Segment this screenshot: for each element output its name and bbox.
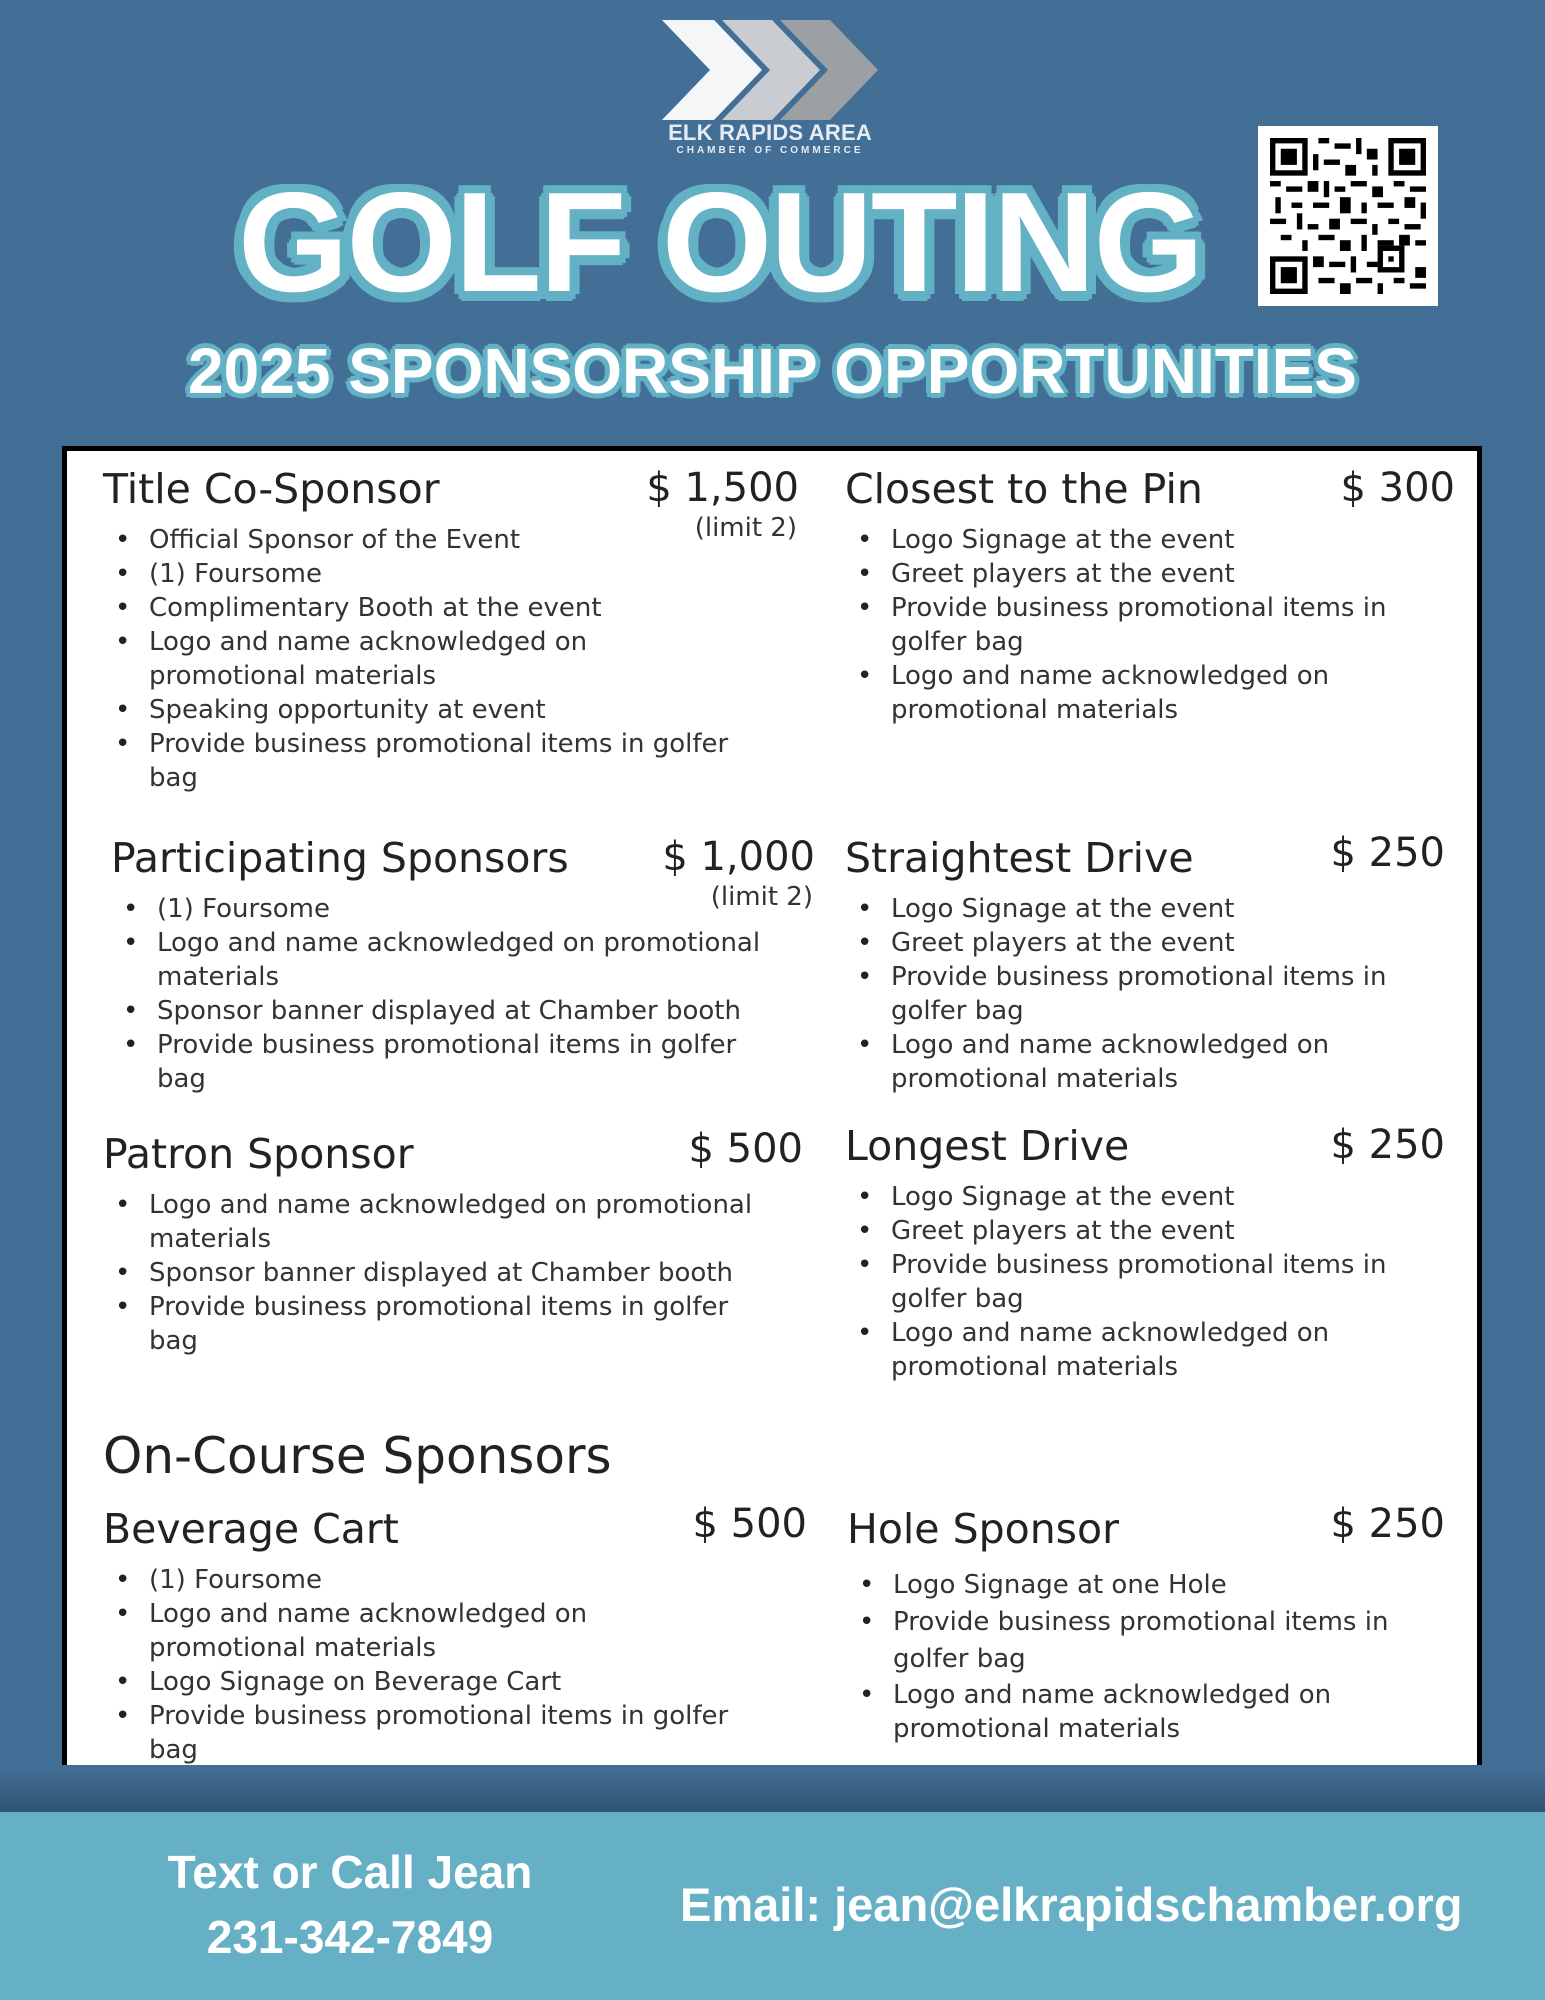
list-item: • Provide business promotional items in golfer bag: [845, 1248, 1455, 1316]
benefit-list: [845, 892, 1405, 1096]
list-item: • Greet players at the event: [845, 557, 1455, 591]
list-item: • (1) Foursome: [111, 892, 811, 926]
org-name: ELK RAPIDS AREA: [668, 120, 872, 145]
list-item: • Logo and name acknowledged on promotional materials: [103, 1188, 803, 1256]
list-item: • Provide business promotional items in golfer bag: [111, 1028, 791, 1096]
list-item: • Logo and name acknowledged on promotional materials: [847, 1678, 1367, 1746]
list-item: • Logo Signage at the event: [845, 1180, 1455, 1214]
sponsor-name: Closest to the Pin: [845, 465, 1203, 513]
sponsorship-card: [62, 446, 1482, 1780]
benefit-list: [111, 892, 811, 1096]
page-subtitle: 2025 SPONSORSHIP OPPORTUNITIES: [188, 335, 1357, 407]
list-item: • Logo Signage at the event: [845, 892, 1405, 926]
list-item: • Sponsor banner displayed at Chamber booth: [111, 994, 811, 1028]
sponsor-price: $ 1,000: [662, 834, 815, 880]
on-course-heading: On-Course Sponsors: [103, 1427, 612, 1485]
list-item: • Greet players at the event: [845, 926, 1405, 960]
list-item: • Logo and name acknowledged on promotional materials: [845, 1316, 1385, 1384]
benefit-list: [103, 1188, 803, 1358]
benefit-list: [847, 1567, 1407, 1746]
benefit-list: [103, 1563, 783, 1767]
list-item: • Logo and name acknowledged on promotional materials: [845, 659, 1365, 727]
list-item: • Sponsor banner displayed at Chamber booth: [103, 1256, 803, 1290]
contact-phone[interactable]: 231-342-7849: [206, 1911, 494, 1963]
list-item: • Provide business promotional items in golfer bag: [103, 727, 783, 795]
sponsor-price: $ 500: [692, 1501, 807, 1547]
page-title: GOLF OUTING: [237, 163, 1203, 322]
sponsor-name: Participating Sponsors: [111, 834, 569, 882]
list-item: • Speaking opportunity at event: [103, 693, 783, 727]
list-item: • Provide business promotional items in golfer bag: [845, 960, 1405, 1028]
list-item: • Logo Signage at the event: [845, 523, 1455, 557]
list-item: • Greet players at the event: [845, 1214, 1455, 1248]
benefit-list: [845, 523, 1455, 727]
list-item: • Provide business promotional items in golfer bag: [845, 591, 1455, 659]
sponsor-limit: (limit 2): [710, 882, 813, 912]
sponsor-price: $ 1,500: [646, 465, 799, 511]
sponsor-name: Hole Sponsor: [847, 1505, 1119, 1553]
list-item: • Provide business promotional items in golfer bag: [847, 1604, 1407, 1678]
list-item: • Logo and name acknowledged on promotional materials: [845, 1028, 1365, 1096]
sponsor-price: $ 250: [1330, 1122, 1445, 1168]
list-item: • Official Sponsor of the Event: [103, 523, 783, 557]
list-item: • Complimentary Booth at the event: [103, 591, 783, 625]
list-item: • Logo Signage at one Hole: [847, 1567, 1407, 1604]
benefit-list: [845, 1180, 1455, 1384]
sponsor-price: $ 300: [1340, 465, 1455, 511]
sponsor-price: $ 250: [1330, 1501, 1445, 1547]
sponsor-price: $ 500: [688, 1126, 803, 1172]
contact-label: Text or Call Jean: [167, 1846, 533, 1898]
footer-shadow: [0, 1765, 1545, 1812]
list-item: • Logo and name acknowledged on promotional materials: [103, 625, 663, 693]
list-item: • Provide business promotional items in golfer bag: [103, 1699, 783, 1767]
benefit-list: [103, 523, 783, 795]
org-subtitle: CHAMBER OF COMMERCE: [676, 145, 864, 156]
sponsor-limit: (limit 2): [694, 513, 797, 543]
chevron-arrows-icon: [662, 20, 878, 120]
sponsor-name: Longest Drive: [845, 1122, 1130, 1170]
contact-email[interactable]: Email: jean@elkrapidschamber.org: [680, 1878, 1463, 1931]
sponsor-name: Beverage Cart: [103, 1505, 399, 1553]
sponsor-name: Straightest Drive: [845, 834, 1194, 882]
list-item: • Provide business promotional items in golfer bag: [103, 1290, 783, 1358]
list-item: • Logo and name acknowledged on promotional materials: [103, 1597, 663, 1665]
list-item: • Logo and name acknowledged on promotional materials: [111, 926, 811, 994]
sponsor-name: Patron Sponsor: [103, 1130, 414, 1178]
list-item: • (1) Foursome: [103, 557, 783, 591]
chamber-logo: [650, 20, 890, 160]
sponsor-price: $ 250: [1330, 830, 1445, 876]
list-item: • (1) Foursome: [103, 1563, 783, 1597]
list-item: • Logo Signage on Beverage Cart: [103, 1665, 783, 1699]
sponsor-name: Title Co-Sponsor: [103, 465, 440, 513]
